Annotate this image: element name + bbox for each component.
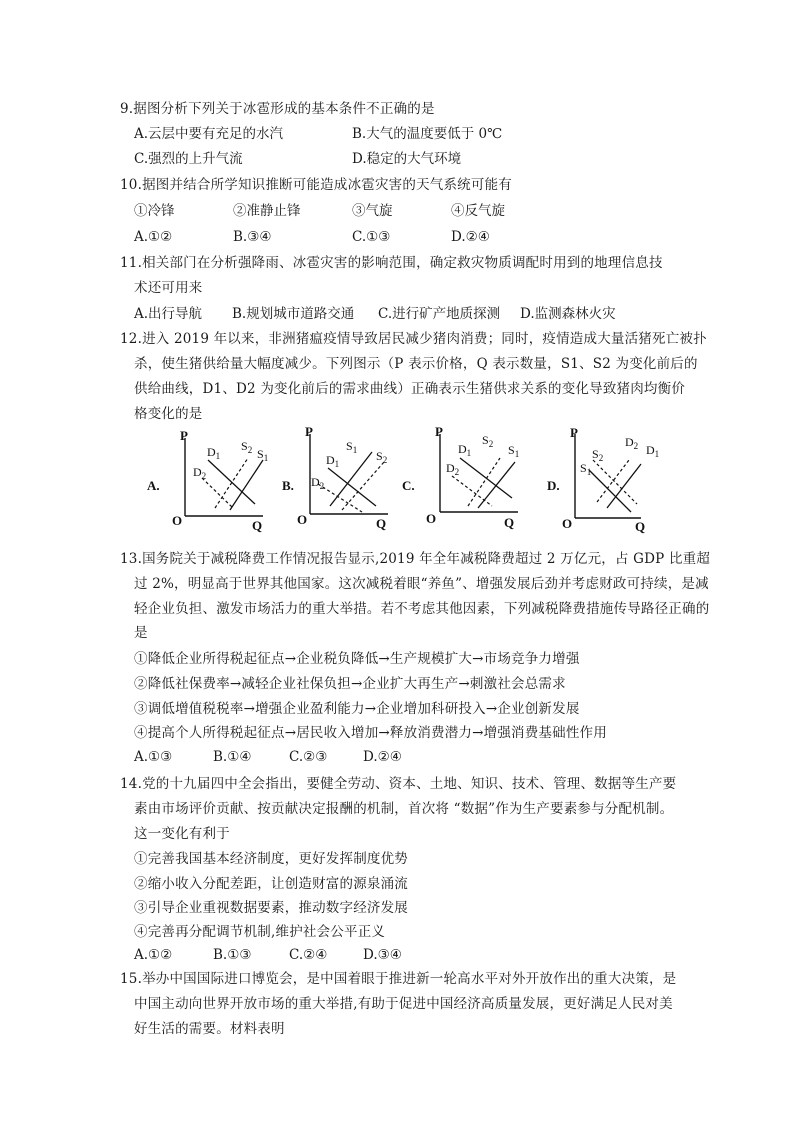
q13-item-2: ②降低社保费率→减轻企业社保负担→企业扩大再生产→刺激社会总需求 <box>134 676 566 692</box>
q10-stem: 10.据图并结合所学知识推断可能造成冰雹灾害的天气系统可能有 <box>120 177 512 193</box>
q12-graph-b-label-d2: $D_2$ <box>311 475 325 491</box>
q12-graph-c-curve-s1 <box>478 462 515 508</box>
q12-graph-d-label-d2: $D_2$ <box>625 435 639 451</box>
q12-graph-b-axis-q: Q <box>376 516 387 531</box>
q12-graph-d-origin: O <box>562 516 573 531</box>
q12-graph-c-origin: O <box>426 511 437 526</box>
q10-option-d: D.②④ <box>451 229 490 245</box>
q12-graph-a-label-d2: $D_2$ <box>193 465 207 481</box>
q11-option-d: D.监测森林火灾 <box>520 306 616 322</box>
q12-graph-a-origin: O <box>172 513 183 528</box>
q9-option-a: A.云层中要有充足的水汽 <box>134 126 284 142</box>
q9-option-b: B.大气的温度要低于 0℃ <box>352 126 503 142</box>
q12-graph-c-curve-s2 <box>468 458 500 506</box>
q11-option-b: B.规划城市道路交通 <box>232 306 355 322</box>
q12-graph-b-label-s2: $S_2$ <box>376 449 388 465</box>
q12-stem-line1: 12.进入 2019 年以来，非洲猪瘟疫情导致居民减少猪肉消费；同时，疫情造成大量活猪死亡被扑 <box>120 331 707 347</box>
q12-stem-line3: 供给曲线，D1、D2 为变化前后的需求曲线）正确表示生猪供求关系的变化导致猪肉均衡价 <box>134 381 686 397</box>
q12-graph-a-label-s1: $S_1$ <box>257 447 269 463</box>
q12-graph-d-label-s1: $S_1$ <box>580 461 592 477</box>
q14-stem-line3: 这一变化有利于 <box>134 826 230 842</box>
q13-option-b: B.①④ <box>213 749 252 765</box>
q13-stem-line3: 轻企业负担、激发市场活力的重大举措。若不考虑其他因素，下列减税降费措施传导路径正确的 <box>134 601 710 617</box>
q9-stem: 9.据图分析下列关于冰雹形成的基本条件不正确的是 <box>120 101 435 117</box>
q14-stem-line1: 14.党的十九届四中全会指出，要健全劳动、资本、土地、知识、技术、管理、数据等生产要 <box>120 776 677 792</box>
q11-option-a: A.出行导航 <box>134 306 203 322</box>
q9-option-c: C.强烈的上升气流 <box>134 151 243 167</box>
q13-item-4: ④提高个人所得税起征点→居民收入增加→释放消费潜力→增强消费基础性作用 <box>134 725 607 741</box>
q12-graph-b-axis-p: P <box>305 424 313 439</box>
q10-option-c: C.①③ <box>352 229 391 245</box>
q12-graph-c-axis-p: P <box>435 424 443 439</box>
q12-graph-letter-c: C. <box>402 478 415 493</box>
q12-graph-a-axis-p: P <box>180 428 188 443</box>
q12-graph-letter-a: A. <box>147 478 160 493</box>
q12-graph-a-label-d1: $D_1$ <box>207 445 221 461</box>
q13-stem-line1: 13.国务院关于减税降费工作情况报告显示,2019 年全年减税降费超过 2 万亿元，占 GDP 比重超 <box>120 551 711 567</box>
q14-item-1: ①完善我国基本经济制度，更好发挥制度优势 <box>134 851 408 867</box>
q12-graph-c-label-d2: $D_2$ <box>446 461 460 477</box>
q14-stem-line2: 素由市场评价贡献、按贡献决定报酬的机制，首次将 “数据”作为生产要素参与分配机制。 <box>134 801 674 817</box>
q12-graph-a-axis-q: Q <box>252 518 263 533</box>
q12-stem-line2: 杀，使生猪供给量大幅度减少。下列图示（P 表示价格，Q 表示数量，S1、S2 为变化前后的 <box>134 356 698 372</box>
q12-graph-d-svg <box>545 425 725 534</box>
q13-stem-line2: 过 2%，明显高于世界其他国家。这次减税着眼“养鱼”、增强发展后劲并考虑财政可持续，是减 <box>134 576 709 592</box>
q12-graph-d-curve-d2 <box>597 460 629 502</box>
q12-graph-b-curve-d2 <box>318 484 362 512</box>
q14-item-2: ②缩小收入分配差距，让创造财富的源泉涌流 <box>134 876 408 892</box>
q13-option-a: A.①③ <box>134 749 173 765</box>
q12-graph-b-origin: O <box>297 512 308 527</box>
q11-stem-line1: 11.相关部门在分析强降雨、冰雹灾害的影响范围，确定救灾物质调配时用到的地理信息技 <box>120 255 663 271</box>
q12-graph-c-curve-d2 <box>452 476 492 506</box>
q12-graph-b-label-d1: $D_1$ <box>326 453 340 469</box>
q10-item-4: ④反气旋 <box>451 203 505 219</box>
q12-graph-b-label-s1: $S_1$ <box>346 439 358 455</box>
q12-graph-c-label-s2: $S_2$ <box>482 433 494 449</box>
q12-graph-a-curve-s2 <box>215 458 248 508</box>
q9-option-d: D.稳定的大气环境 <box>352 151 462 167</box>
q10-option-a: A.①② <box>134 229 173 245</box>
q13-option-d: D.②④ <box>363 749 402 765</box>
q14-option-b: B.①③ <box>213 947 252 963</box>
q12-graph-d-label-d1: $D_1$ <box>646 443 660 459</box>
q14-item-3: ③引导企业重视数据要素，推动数字经济发展 <box>134 900 408 916</box>
q14-item-4: ④完善再分配调节机制,维护社会公平正义 <box>134 924 386 940</box>
q15-stem-line1: 15.举办中国国际进口博览会，是中国着眼于推进新一轮高水平对外开放作出的重大决策，是 <box>120 971 677 987</box>
q10-item-3: ③气旋 <box>352 203 393 219</box>
q15-stem-line3: 好生活的需要。材料表明 <box>134 1021 285 1037</box>
q12-graph-d <box>545 425 725 534</box>
q12-graph-c-label-d1: $D_1$ <box>458 442 472 458</box>
q10-item-1: ①冷锋 <box>134 203 175 219</box>
q12-graph-d-label-s2: $S_2$ <box>592 447 604 463</box>
q12-graph-a-curve-d2 <box>202 478 233 508</box>
q12-graph-letter-b: B. <box>282 478 294 493</box>
q11-option-c: C.进行矿产地质探测 <box>378 306 501 322</box>
q13-option-c: C.②③ <box>289 749 328 765</box>
q12-graph-c-axis-q: Q <box>504 515 515 530</box>
q12-graph-c-label-s1: $S_1$ <box>508 443 520 459</box>
q14-option-c: C.②④ <box>289 947 328 963</box>
q13-item-1: ①降低企业所得税起征点→企业税负降低→生产规模扩大→市场竞争力增强 <box>134 651 580 667</box>
q12-graph-d-curve-d1 <box>607 464 641 508</box>
q13-item-3: ③调低增值税税率→增强企业盈利能力→企业增加科研投入→企业创新发展 <box>134 701 580 717</box>
q10-item-2: ②准静止锋 <box>233 203 301 219</box>
q12-graph-a-label-s2: $S_2$ <box>241 439 253 455</box>
q12-graph-letter-d: D. <box>547 478 560 493</box>
q10-option-b: B.③④ <box>233 229 272 245</box>
q15-stem-line2: 中国主动向世界开放市场的重大举措,有助于促进中国经济高质量发展，更好满足人民对美 <box>134 996 673 1012</box>
q14-option-d: D.③④ <box>363 947 402 963</box>
q14-option-a: A.①② <box>134 947 173 963</box>
q11-stem-line2: 术还可用来 <box>134 280 203 296</box>
q12-graph-d-axis-q: Q <box>635 519 646 534</box>
q13-stem-line4: 是 <box>134 625 148 641</box>
q12-graph-d-axis-p: P <box>570 425 578 440</box>
q12-stem-line4: 格变化的是 <box>134 406 203 422</box>
